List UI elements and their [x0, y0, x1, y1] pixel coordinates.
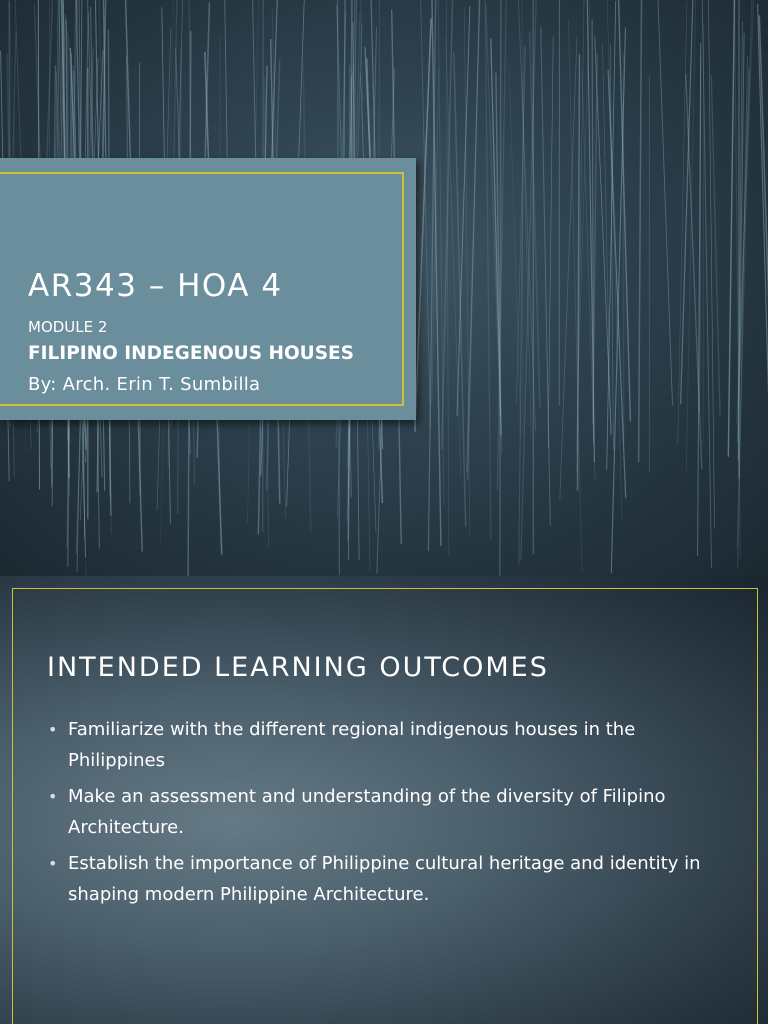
- rain-streak: [442, 0, 454, 449]
- module-label: MODULE 2: [28, 318, 108, 336]
- rain-streak: [530, 31, 540, 407]
- list-item: [46, 848, 726, 910]
- outcome-text: Make an assessment and understanding of the diversity of Filipino Architecture.: [68, 786, 666, 838]
- author-line: By: Arch. Erin T. Sumbilla: [28, 374, 261, 395]
- rain-streak: [593, 53, 597, 424]
- outcomes-list: [46, 714, 726, 915]
- rain-streak: [509, 64, 521, 441]
- bullet-icon: •: [48, 720, 58, 739]
- list-item: [46, 781, 726, 843]
- outcome-text: Establish the importance of Philippine cultural heritage and identity in shaping modern Philippine Architecture.: [68, 853, 701, 905]
- bullet-icon: •: [48, 787, 58, 806]
- rain-streak: [500, 0, 501, 576]
- list-item: [46, 714, 726, 776]
- rain-streak: [657, 0, 673, 405]
- outcomes-slide: [0, 576, 768, 1024]
- rain-streak: [468, 0, 480, 480]
- rain-streak: [454, 52, 466, 527]
- rain-streak: [541, 27, 551, 526]
- slide-title: AR343 – HOA 4: [28, 268, 283, 304]
- section-heading: INTENDED LEARNING OUTCOMES: [47, 652, 549, 683]
- rain-streak: [415, 19, 431, 432]
- rain-streak: [639, 0, 642, 462]
- outcome-text: Familiarize with the different regional indigenous houses in the Philippines: [68, 719, 636, 771]
- rain-streak: [758, 4, 768, 530]
- bullet-icon: •: [48, 854, 58, 873]
- rain-streak: [548, 37, 553, 449]
- slide-subtitle: FILIPINO INDEGENOUS HOUSES: [28, 343, 354, 364]
- rain-streak: [728, 0, 735, 457]
